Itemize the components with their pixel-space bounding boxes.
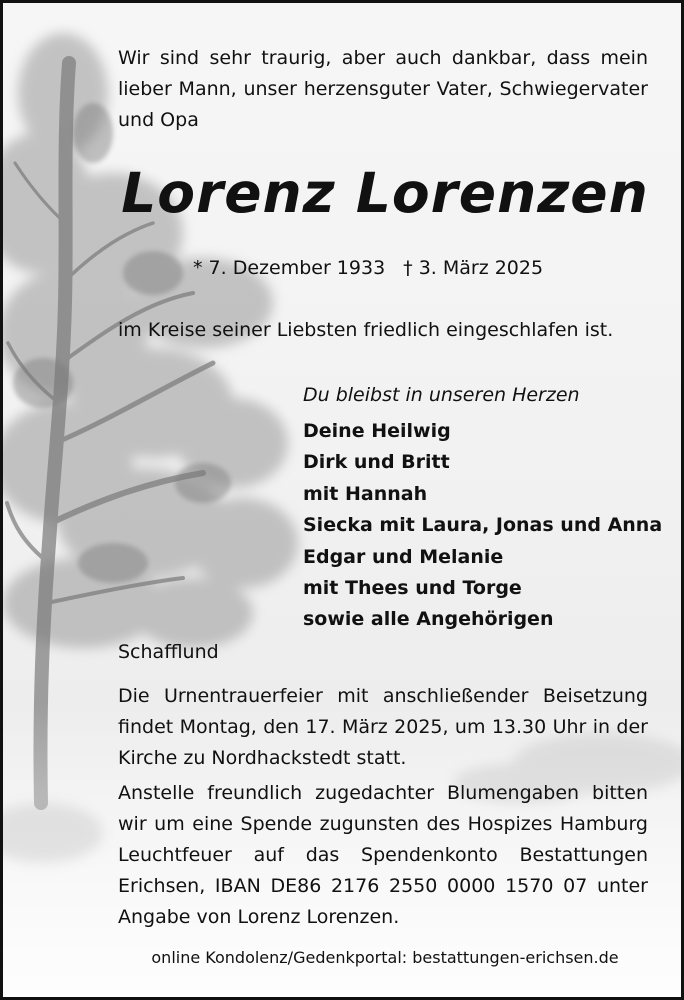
mourner: Siecka mit Laura, Jonas und Anna bbox=[303, 514, 663, 537]
mourner: Deine Heilwig bbox=[303, 420, 451, 442]
life-dates bbox=[193, 253, 543, 283]
mourner: mit Thees und Torge bbox=[303, 577, 522, 600]
donation-info: Anstelle freundlich zugedachter Blumengaben bitten wir um eine Spende zugunsten des Hospizes Hamburg Leuchtfeuer auf das Spendenkonto Bestattungen Erichsen, IBAN DE86 2176 2550 0000 1570 07 unter Angabe von Lorenz Lorenzen. bbox=[118, 782, 648, 928]
motto: Du bleibst in unseren Herzen bbox=[303, 384, 580, 406]
mourners-list bbox=[303, 416, 662, 636]
mourner: sowie alle Angehörigen bbox=[303, 608, 554, 631]
passed-away-text: im Kreise seiner Liebsten friedlich eingeschlafen ist. bbox=[118, 319, 614, 341]
online-condolence: online Kondolenz/Gedenkportal: bestattungen-erichsen.de bbox=[151, 948, 619, 967]
birth-date: * 7. Dezember 1933 bbox=[193, 257, 386, 279]
mourner: Dirk und Britt bbox=[303, 451, 450, 474]
mourner: mit Hannah bbox=[303, 482, 428, 505]
obituary-content bbox=[3, 3, 684, 1000]
service-info: Die Urnentrauerfeier mit anschließender Beisetzung findet Montag, den 17. März 2025, um 13.30 Uhr in der Kirche zu Nordhackstedt statt. bbox=[118, 685, 648, 769]
death-date: † 3. März 2025 bbox=[403, 257, 544, 279]
intro-text: Wir sind sehr traurig, aber auch dankbar, dass mein lieber Mann, unser herzensguter Vater, Schwiegervater und Opa bbox=[118, 47, 648, 131]
place: Schafflund bbox=[118, 641, 219, 663]
deceased-name: Lorenz Lorenzen bbox=[121, 161, 649, 225]
mourner: Edgar und Melanie bbox=[303, 545, 504, 568]
